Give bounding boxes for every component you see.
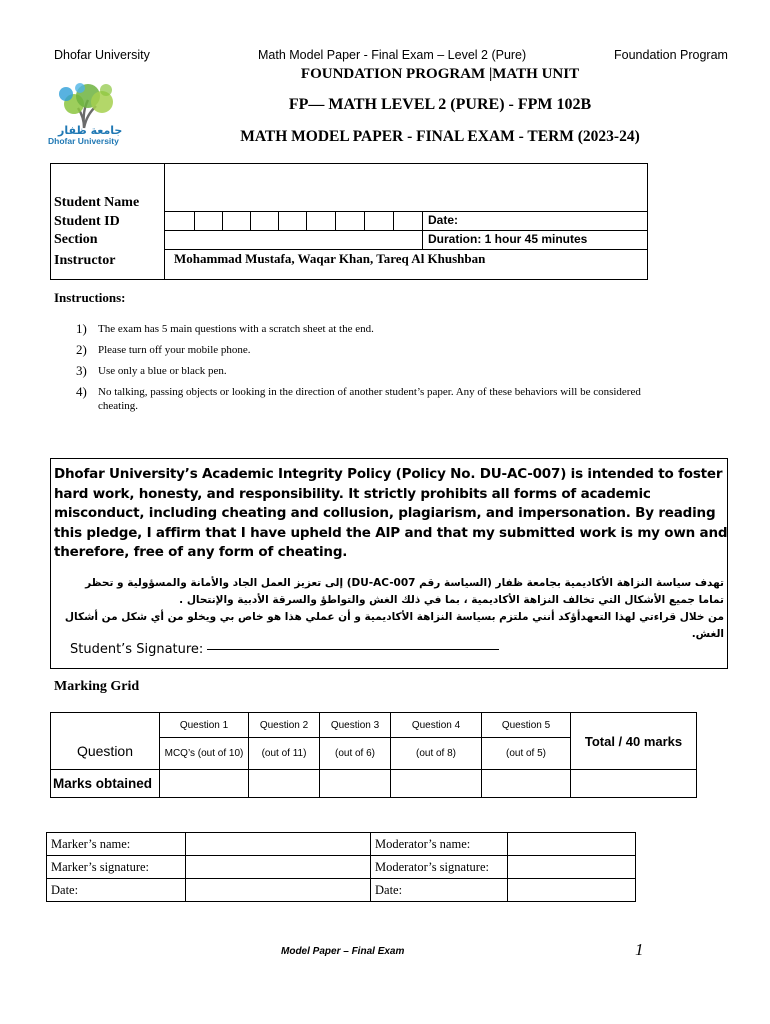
student-name-label: Student Name [54, 195, 140, 210]
integrity-pledge-arabic-2: من خلال قراءتي لهذا التعهدأؤكد أنني ملتزم بسياسة النزاهة الأكاديمية و أن عملي هذا هو خاص بي ويخلو من أي شكل من أشكال الغش. [64, 611, 724, 640]
moderator-name-cell[interactable] [508, 833, 636, 856]
date-label: Date: [428, 213, 459, 227]
student-id-digit-box[interactable] [278, 211, 307, 230]
student-signature-label: Student’s Signature: [70, 642, 204, 657]
marker-date-cell[interactable] [186, 879, 371, 902]
logo-arabic-text: جامعة ظفار [58, 124, 123, 137]
marking-grid-table [50, 712, 697, 798]
student-info-labels [54, 194, 139, 270]
question-3-out-of: (out of 6) [320, 738, 391, 770]
student-id-digit-box[interactable] [194, 211, 223, 230]
marking-grid-title: Marking Grid [54, 679, 140, 694]
question-1-marks-cell[interactable] [160, 770, 249, 798]
list-item: 3) Use only a blue or black pen. [76, 363, 227, 378]
student-id-label: Student ID [54, 213, 120, 229]
question-5-out-of: (out of 5) [482, 738, 571, 770]
question-3-marks-cell[interactable] [320, 770, 391, 798]
instructions-list [76, 322, 676, 420]
marks-obtained-label: Marks obtained [51, 770, 160, 798]
section-label: Section [54, 232, 98, 247]
question-1-out-of: MCQ’s (out of 10) [160, 738, 249, 770]
student-signature-line[interactable] [207, 649, 499, 650]
instructor-value: Mohammad Mustafa, Waqar Khan, Tareq Al Khushban [174, 251, 486, 266]
question-2-marks-cell[interactable] [249, 770, 320, 798]
total-marks-cell[interactable] [571, 770, 697, 798]
integrity-pledge-arabic-1: تهدف سياسة النزاهة الأكاديمية بجامعة ظفار (السياسة رقم DU-AC-007) إلى تعزيز العمل الجاد والأمانة والمسؤولية و تحظر تماما جميع الأشكال التي تخالف النزاهة الأكاديمية ، بما في ذلك الغش والتواطؤ والسرقة الأدبية والإنتحال . [85, 577, 724, 606]
list-item: 4) No talking, passing objects or looking in the direction of another student’s paper. Any of these behaviors will be considered cheating. [76, 384, 641, 412]
question-2-header: Question 2 [249, 713, 320, 738]
student-id-digit-box[interactable] [250, 211, 279, 230]
page-number: 1 [635, 940, 644, 959]
student-id-digit-box[interactable] [222, 211, 251, 230]
student-id-digit-box[interactable] [393, 211, 423, 230]
course-title: FP— MATH LEVEL 2 (PURE) - FPM 102B [288, 96, 592, 113]
student-id-digit-box[interactable] [164, 211, 195, 230]
student-id-digit-box[interactable] [364, 211, 394, 230]
program-title: FOUNDATION PROGRAM |MATH UNIT [300, 66, 580, 82]
integrity-pledge-english: Dhofar University’s Academic Integrity Policy (Policy No. DU-AC-007) is intended to foster hard work, honesty, and responsibility. It strictly prohibits all forms of academic misconduct, including cheating and collusion, plagiarism, and impersonation. By reading this pledge, I affirm that I have upheld the AIP and that my submitted work is my own and therefore, free of any form of cheating. [54, 466, 728, 560]
question-2-out-of: (out of 11) [249, 738, 320, 770]
duration-label: Duration: 1 hour 45 minutes [428, 232, 588, 246]
student-signature-row [70, 642, 499, 657]
instructions-title: Instructions: [54, 290, 126, 305]
question-1-header: Question 1 [160, 713, 249, 738]
question-5-marks-cell[interactable] [482, 770, 571, 798]
moderator-signature-cell[interactable] [508, 856, 636, 879]
exam-title: MATH MODEL PAPER - FINAL EXAM - TERM (2023-24) [240, 128, 640, 145]
logo-english-text: Dhofar University [48, 136, 119, 146]
integrity-pledge-arabic [58, 575, 724, 643]
total-marks-header: Total / 40 marks [571, 713, 697, 770]
header-right: Foundation Program [614, 48, 728, 62]
moderator-signature-label: Moderator’s signature: [371, 856, 508, 879]
question-4-out-of: (out of 8) [391, 738, 482, 770]
marker-table [46, 832, 636, 902]
marker-name-cell[interactable] [186, 833, 371, 856]
question-row-label: Question [51, 713, 160, 770]
question-4-header: Question 4 [391, 713, 482, 738]
question-4-marks-cell[interactable] [391, 770, 482, 798]
list-item: 2) Please turn off your mobile phone. [76, 342, 251, 357]
marker-signature-cell[interactable] [186, 856, 371, 879]
question-5-header: Question 5 [482, 713, 571, 738]
header-center: Math Model Paper - Final Exam – Level 2 (Pure) [258, 48, 527, 62]
marker-signature-label: Marker’s signature: [47, 856, 186, 879]
moderator-date-cell[interactable] [508, 879, 636, 902]
marker-name-label: Marker’s name: [47, 833, 186, 856]
list-item: 1) The exam has 5 main questions with a scratch sheet at the end. [76, 321, 374, 336]
moderator-date-label: Date: [371, 879, 508, 902]
footer-label: Model Paper – Final Exam [281, 946, 405, 957]
question-3-header: Question 3 [320, 713, 391, 738]
moderator-name-label: Moderator’s name: [371, 833, 508, 856]
instructor-label: Instructor [54, 252, 116, 268]
university-logo [44, 80, 134, 148]
student-id-digit-box[interactable] [335, 211, 365, 230]
header-left: Dhofar University [54, 48, 150, 62]
student-id-digit-box[interactable] [306, 211, 336, 230]
marker-date-label: Date: [47, 879, 186, 902]
